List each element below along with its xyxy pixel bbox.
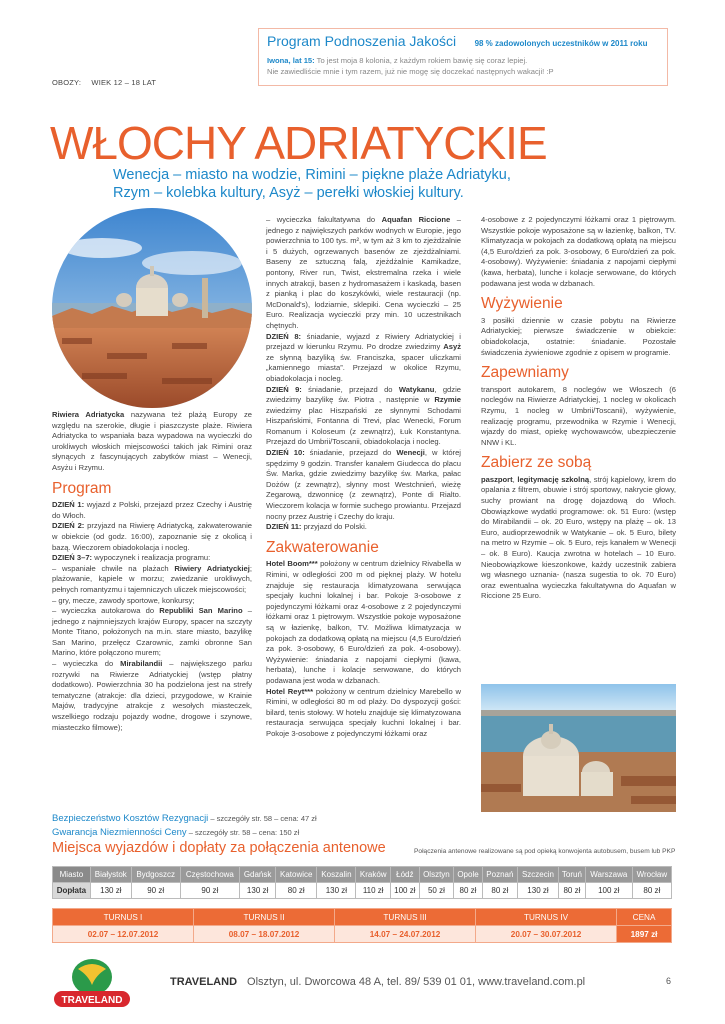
testimonial-quote-2: Nie zawiedliście mnie i tym razem, już nie mogę się doczekać następnych wakacji! :P bbox=[267, 67, 554, 76]
day-label: DZIEŃ 8: bbox=[266, 331, 302, 341]
program-item-games: – gry, mecze, zawody sportowe, konkursy; bbox=[52, 595, 195, 605]
breadcrumb-section: OBOZY: bbox=[52, 78, 82, 87]
hotel-text: położony w centrum dzielnicy Marebello w Rimini, w odległości 80 m od plaży. Do dyspozycji gości: bilard, tenis stołowy. W hotelu znajduje się klimatyzowana restauracja serwująca specjały kuchni lokalnej i bar. Pokoje 3-osobowe z pojedynczymi łóżkami oraz bbox=[266, 686, 462, 738]
intro-bold: Riwiera Adriatycka bbox=[52, 410, 125, 419]
fee-cell: 130 zł bbox=[240, 883, 276, 899]
city-cell: Białystok bbox=[90, 867, 131, 883]
program-item-beaches bbox=[52, 564, 252, 596]
insurance-1 bbox=[52, 812, 317, 826]
venice-rooftops-photo bbox=[52, 208, 252, 408]
day-label: DZIEŃ 11: bbox=[266, 522, 302, 532]
city-cell: Katowice bbox=[275, 867, 316, 883]
hotel-reyt-continued: 4-osobowe z 2 pojedynczymi łóżkami oraz 1 piętrowym. Wszystkie pokoje wyposażone są w łazienkę, balkon, TV. Klimatyzacja w pokojach za dodatkową opłatą na miejscu (4,5 Euro/dzień za pok. 3-osobowy, 6 Euro/dzień za pok. 4-osobowy). Wyżywienie: śniadania z napojami ciepłymi (kawa, herbata), lunche i kolacje serwowane, do których podawana jest woda w dzbanach. bbox=[481, 215, 676, 288]
fees-row bbox=[53, 883, 672, 899]
traveland-logo bbox=[52, 955, 132, 1015]
page-subtitle: Wenecja – miasto na wodzie, Rimini – piękne plaże Adriatyku, Rzym – kolebka kultury, Asyż – perełki włoskiej kultury. bbox=[113, 167, 511, 201]
quality-stat: 98 % zadowolonych uczestników w 2011 roku bbox=[474, 39, 648, 48]
city-cell: Warszawa bbox=[585, 867, 632, 883]
turnus-header-cell: TURNUS IV bbox=[476, 909, 617, 926]
day-text: śniadanie, przejazd do bbox=[304, 448, 397, 458]
day-bold: Watykanu bbox=[398, 384, 435, 394]
item-text: – wspaniałe chwile na plażach bbox=[52, 563, 175, 573]
fee-cell: 50 zł bbox=[419, 883, 454, 899]
fee-cell: 80 zł bbox=[632, 883, 671, 899]
insurance-detail: – szczegóły str. 58 – cena: 150 zł bbox=[186, 828, 300, 837]
testimonial-author: Iwona, lat 15: bbox=[267, 56, 315, 65]
program-day-10 bbox=[266, 448, 461, 522]
item-text: – jednego z największych parków wodnych w Europie, jego powierzchnia to 100 tys. m², w tym aż 3 km to zjeżdżalnie i 5 dużych, ogrzewanych basenów ze zjeżdżalniami. Baseny ze sztuczną falą, zjeżdżalnie Kamikadze, pontony, River run, Twist, ekstremalna rzeka i wiele innych atrakcji, basen z hydromasażem i kaskadą, basen z pianką i plac do koszykówki, wiele restauracji (np. McDonald's), lodziarnie, sklepiki. Cena wycieczki – 25 Euro. Realizacja wycieczki przy min. 10 uczestnikach chętnych. bbox=[266, 215, 461, 330]
day-bold: Asyż bbox=[443, 342, 461, 352]
fee-cell: 80 zł bbox=[454, 883, 482, 899]
city-cell: Wrocław bbox=[632, 867, 671, 883]
fee-cell: 130 zł bbox=[518, 883, 559, 899]
item-text: – jednego z najmniejszych krajów Europy, spacer na szczyty Monte Titano, położonych na m.in. stare miasto, bazylikę San Marino, przełęcz Czarownic, zamki obronne San Marino, które połączono murem; bbox=[52, 606, 252, 658]
day-bold: Rzymie bbox=[434, 395, 461, 405]
city-cell: Koszalin bbox=[317, 867, 356, 883]
column-right bbox=[481, 215, 676, 602]
day-text: śniadanie, wyjazd z Riwiery Adriatyckiej i przejazd w kierunku Rzymu. Po drodze zwiedzimy bbox=[266, 331, 461, 352]
bring-heading: Zabierz ze sobą bbox=[481, 454, 592, 472]
testimonial-quote-1: To jest moja 8 kolonia, z każdym rokiem bawię się coraz lepiej. bbox=[316, 56, 528, 65]
city-cell: Poznań bbox=[482, 867, 517, 883]
item-bold: Mirabilandii bbox=[120, 659, 163, 669]
program-day-11 bbox=[266, 522, 461, 533]
city-cell: Kraków bbox=[356, 867, 391, 883]
bring-sep: , bbox=[512, 474, 518, 484]
program-day-3-7 bbox=[52, 553, 252, 564]
day-text: wypoczynek i realizacja programu: bbox=[92, 553, 211, 563]
program-item-aquafan bbox=[266, 215, 461, 332]
logo-wordmark: TRAVELAND bbox=[61, 995, 123, 1006]
day-text: , gdzie zwiedzimy bazylikę św. Piotra , następnie w bbox=[266, 384, 461, 405]
page-number: 6 bbox=[666, 976, 672, 986]
insurance-2 bbox=[52, 826, 317, 840]
day-label: DZIEŃ 10: bbox=[266, 448, 305, 458]
bring-bold: paszport bbox=[481, 474, 513, 484]
column-left bbox=[52, 410, 252, 733]
day-text: wyjazd z Polski, przejazd przez Czechy i Austrię do Włoch. bbox=[52, 500, 252, 520]
day-text: , w której spędzimy 9 godzin. Transfer kanałem Giudecca do placu Św. Marka, gdzie zwiedzimy bazylikę św. Marka, pałac Dożów (z zewnątrz), słynny most Westchnień, wieżę Zegarową, dzwonnicę (z zewnątrz), Ponte di Rialto. Wieczorem kolacja w formie suchego prowiantu. Przejazd nocny przez Austrię i Czechy do kraju. bbox=[266, 448, 461, 521]
item-text: – wycieczka do bbox=[52, 659, 121, 669]
city-cell: Szczecin bbox=[518, 867, 559, 883]
fee-cell: 90 zł bbox=[180, 883, 240, 899]
fee-cell: 80 zł bbox=[482, 883, 517, 899]
fee-cell: 130 zł bbox=[90, 883, 131, 899]
bring-body: , strój kąpielowy, krem do opalania z filtrem, obuwie i strój sportowy, nakrycie głowy, suchy prowiant na drogę dojazdową do Włoch. Obowiązkowe wydatki programowe: ok. 51 Euro: (wstęp do Mirabilandii – ok. 20 Euro, wstępy na plażę – ok. 13 Euro, audioprzewodnik w Watykanie – ok. 5 Euro, bilety na metro w Rzymie – ok. 5 Euro, rejs kanałem w Wenecji – ok. 8 Euro). Kaucja zwrotna w hotelach – 10 Euro. Nieobowiązkowe kieszonkowe, każdy uczestnik zabiera wg własnego uznania- (nasza sugestia to ok. 70 Euro) oraz ewentualna wycieczka fakultatywna do Aquafan w Riccione 25 Euro. bbox=[481, 474, 676, 601]
meals-text: 3 posiłki dziennie w czasie pobytu na Riwierze Adriatyckiej; pierwsze świadczenie w obiekcie: obiadokolacja, ostatnie: śniadanie. Pozostałe świadczenia żywieniowe zgodnie z opisem w programie. bbox=[481, 315, 676, 357]
fee-cell: 90 zł bbox=[131, 883, 180, 899]
turnus-header-row bbox=[53, 909, 672, 926]
turnus-table bbox=[52, 908, 672, 943]
city-cell: Częstochowa bbox=[180, 867, 240, 883]
fee-cell: 80 zł bbox=[558, 883, 585, 899]
item-text: – wycieczka autokarowa do bbox=[52, 606, 160, 616]
quality-title: Program Podnoszenia Jakości bbox=[267, 33, 457, 49]
day-text: ze słynną bazyliką św. Franciszka, spacer uliczkami „kamiennego miasta”. Przejazd w okolice Rzymu, obiadokolacja i nocleg. bbox=[266, 352, 461, 383]
turnus-date-cell: 14.07 – 24.07.2012 bbox=[335, 926, 476, 943]
program-item-mirabilandia bbox=[52, 659, 252, 733]
row-label: Dopłata bbox=[53, 883, 91, 899]
day-label: DZIEŃ 2: bbox=[52, 521, 85, 531]
item-text: ; plażowanie, kąpiele w morzu; zwiedzanie urokliwych, pełnych romantyzmu i tajemniczych uliczek miejscowości; bbox=[52, 563, 252, 594]
item-text: – wycieczka fakultatywna do bbox=[266, 215, 382, 224]
program-day-2 bbox=[52, 521, 252, 553]
turnus-header-cell: TURNUS III bbox=[335, 909, 476, 926]
day-text: przyjazd na Riwierę Adriatycką, zakwaterowanie w obiekcie (od godz. 16:00), zapoznanie się z okolicą i bazą. Wieczorem obiadokolacja i nocleg. bbox=[52, 521, 252, 552]
day-label: DZIEŃ 1: bbox=[52, 500, 85, 510]
price-cell: 1897 zł bbox=[617, 926, 672, 943]
column-middle bbox=[266, 215, 461, 740]
hotel-name: Hotel Reyt*** bbox=[266, 686, 314, 696]
turnus-date-cell: 02.07 – 12.07.2012 bbox=[53, 926, 194, 943]
departures-note: Połączenia antenowe realizowane są pod opieką konwojenta autobusem, busem lub PKP bbox=[414, 848, 676, 855]
program-day-8 bbox=[266, 332, 461, 385]
program-day-9 bbox=[266, 385, 461, 449]
quality-program-box bbox=[258, 28, 668, 86]
testimonial bbox=[267, 55, 659, 77]
program-item-san-marino bbox=[52, 606, 252, 659]
city-cell: Opole bbox=[454, 867, 482, 883]
item-text: – największego parku rozrywki na Riwierze Adriatyckiej (wstęp płatny dodatkowo). Powierzchnia 30 ha podzielona jest na strefy tematyczne (atrakcje: dla dzieci, przygodowe, w Krainie Majów, tradycyjne atrakcje z wesołych miasteczek, wszelkiego rodzaju pojazdy wodne, drogowe i szynowe, miasteczko filmowe); bbox=[52, 659, 252, 732]
accommodation-heading: Zakwaterowanie bbox=[266, 538, 379, 556]
fee-cell: 110 zł bbox=[356, 883, 391, 899]
hotel-text: położony w centrum dzielnicy Rivabella w Rimini, w odległości 200 m od pięknej plaży. W hotelu znajduje się restauracja klimatyzowana serwująca specjały kuchni lokalnej i bar. Pokoje 3-osobowe z pojedynczymi łóżkami oraz 4-osobowe z 2 pojedynczymi łóżkami oraz 1 piętrowym. Wszystkie pokoje wyposażone są w łazienkę, balkon, TV. Możliwa klimatyzacja w pokojach za dodatkową opłatą na miejscu (4,5 Euro/dzień za pok. 3-osobowy, 6 Euro/dzień za pok. 4-osobowy). Wyżywienie: śniadania z napojami ciepłymi (kawa, herbata), lunche i kolacje serwowane, do których podawana jest woda w dzbanach. bbox=[266, 559, 461, 685]
city-cell: Łódź bbox=[391, 867, 419, 883]
program-heading: Program bbox=[52, 479, 112, 497]
city-cell: Olsztyn bbox=[419, 867, 454, 883]
intro-text: nazywana też plażą Europy ze względu na szerokie, długie i piaszczyste plaże. Riwiera Adriatycka to wspaniała baza wypadowa na wycieczki do urokliwych włoskich miejscowości takich jak Rimini oraz słynących z fascynujących zabytków miast – Wenecji, Asyżu i Rzymu. bbox=[52, 410, 252, 472]
included-text: transport autokarem, 8 noclegów we Włoszech (6 noclegów na Riwierze Adriatyckiej, 1 nocleg w okolicach Rzymu, 1 nocleg w Umbrii/Toscanii), wyżywienie, realizację programu, przewodnika w Rzymie i Wenecji, wjazdy do miast, opiekę wychowawców, ubezpieczenie NNW i KL. bbox=[481, 384, 676, 447]
insurance-notes bbox=[52, 812, 317, 840]
turnus-date-cell: 08.07 – 18.07.2012 bbox=[194, 926, 335, 943]
city-cell: Bydgoszcz bbox=[131, 867, 180, 883]
insurance-name: Bezpieczeństwo Kosztów Rezygnacji bbox=[52, 813, 209, 824]
fee-cell: 130 zł bbox=[317, 883, 356, 899]
city-cell: Gdańsk bbox=[240, 867, 276, 883]
hotel-boom bbox=[266, 559, 461, 686]
turnus-header-cell: TURNUS II bbox=[194, 909, 335, 926]
item-bold: Republiki San Marino bbox=[159, 606, 243, 616]
footer-address: Olsztyn, ul. Dworcowa 48 A, tel. 89/ 539 01 01, www.traveland.com.pl bbox=[247, 976, 586, 988]
city-cell: Toruń bbox=[558, 867, 585, 883]
cities-row bbox=[53, 867, 672, 883]
day-text: zwiedzimy plac Hiszpański ze słynnymi Schodami Hiszpańskimi, Fontanna di Trevi, plac Wenecki, Forum Romanum i Koloseum (z zewnątrz), Łuk Konstantyna. Przejazd do Umbrii/Toscanii, obiadokolacja i nocleg. bbox=[266, 405, 461, 447]
footer-company: TRAVELAND bbox=[170, 976, 238, 988]
day-text: śniadanie, przejazd do bbox=[301, 384, 399, 394]
hotel-name: Hotel Boom*** bbox=[266, 559, 318, 569]
day-label: DZIEŃ 3–7: bbox=[52, 553, 93, 563]
bring-bold: legitymację szkolną bbox=[517, 474, 590, 484]
breadcrumb bbox=[52, 78, 164, 87]
turnus-header-cell: TURNUS I bbox=[53, 909, 194, 926]
fee-cell: 100 zł bbox=[585, 883, 632, 899]
meals-heading: Wyżywienie bbox=[481, 295, 563, 313]
day-bold: Wenecji bbox=[396, 448, 425, 458]
page-title: WŁOCHY ADRIATYCKIE bbox=[50, 117, 547, 169]
day-text: przyjazd do Polski. bbox=[301, 522, 367, 532]
item-bold: Riwiery Adriatyckiej bbox=[174, 563, 250, 573]
turnus-date-cell: 20.07 – 30.07.2012 bbox=[476, 926, 617, 943]
turnus-header-cell: CENA bbox=[617, 909, 672, 926]
insurance-detail: – szczegóły str. 58 – cena: 47 zł bbox=[208, 814, 317, 823]
day-label: DZIEŃ 9: bbox=[266, 384, 302, 394]
bring-text bbox=[481, 475, 676, 602]
breadcrumb-age: WIEK 12 – 18 LAT bbox=[91, 78, 157, 87]
departures-heading: Miejsca wyjazdów i dopłaty za połączenia antenowe bbox=[52, 840, 386, 856]
insurance-name: Gwarancja Niezmienności Ceny bbox=[52, 827, 187, 838]
fee-cell: 80 zł bbox=[275, 883, 316, 899]
departure-fees-table bbox=[52, 866, 672, 899]
item-bold: Aquafan Riccione bbox=[381, 215, 451, 224]
included-heading: Zapewniamy bbox=[481, 364, 569, 382]
hotel-reyt bbox=[266, 687, 461, 740]
program-day-1 bbox=[52, 500, 252, 521]
intro-paragraph bbox=[52, 410, 252, 474]
footer-contact bbox=[170, 976, 585, 988]
turnus-dates-row bbox=[53, 926, 672, 943]
fee-cell: 100 zł bbox=[391, 883, 419, 899]
row-label: Miasto bbox=[53, 867, 91, 883]
venice-lagoon-photo bbox=[481, 684, 676, 812]
